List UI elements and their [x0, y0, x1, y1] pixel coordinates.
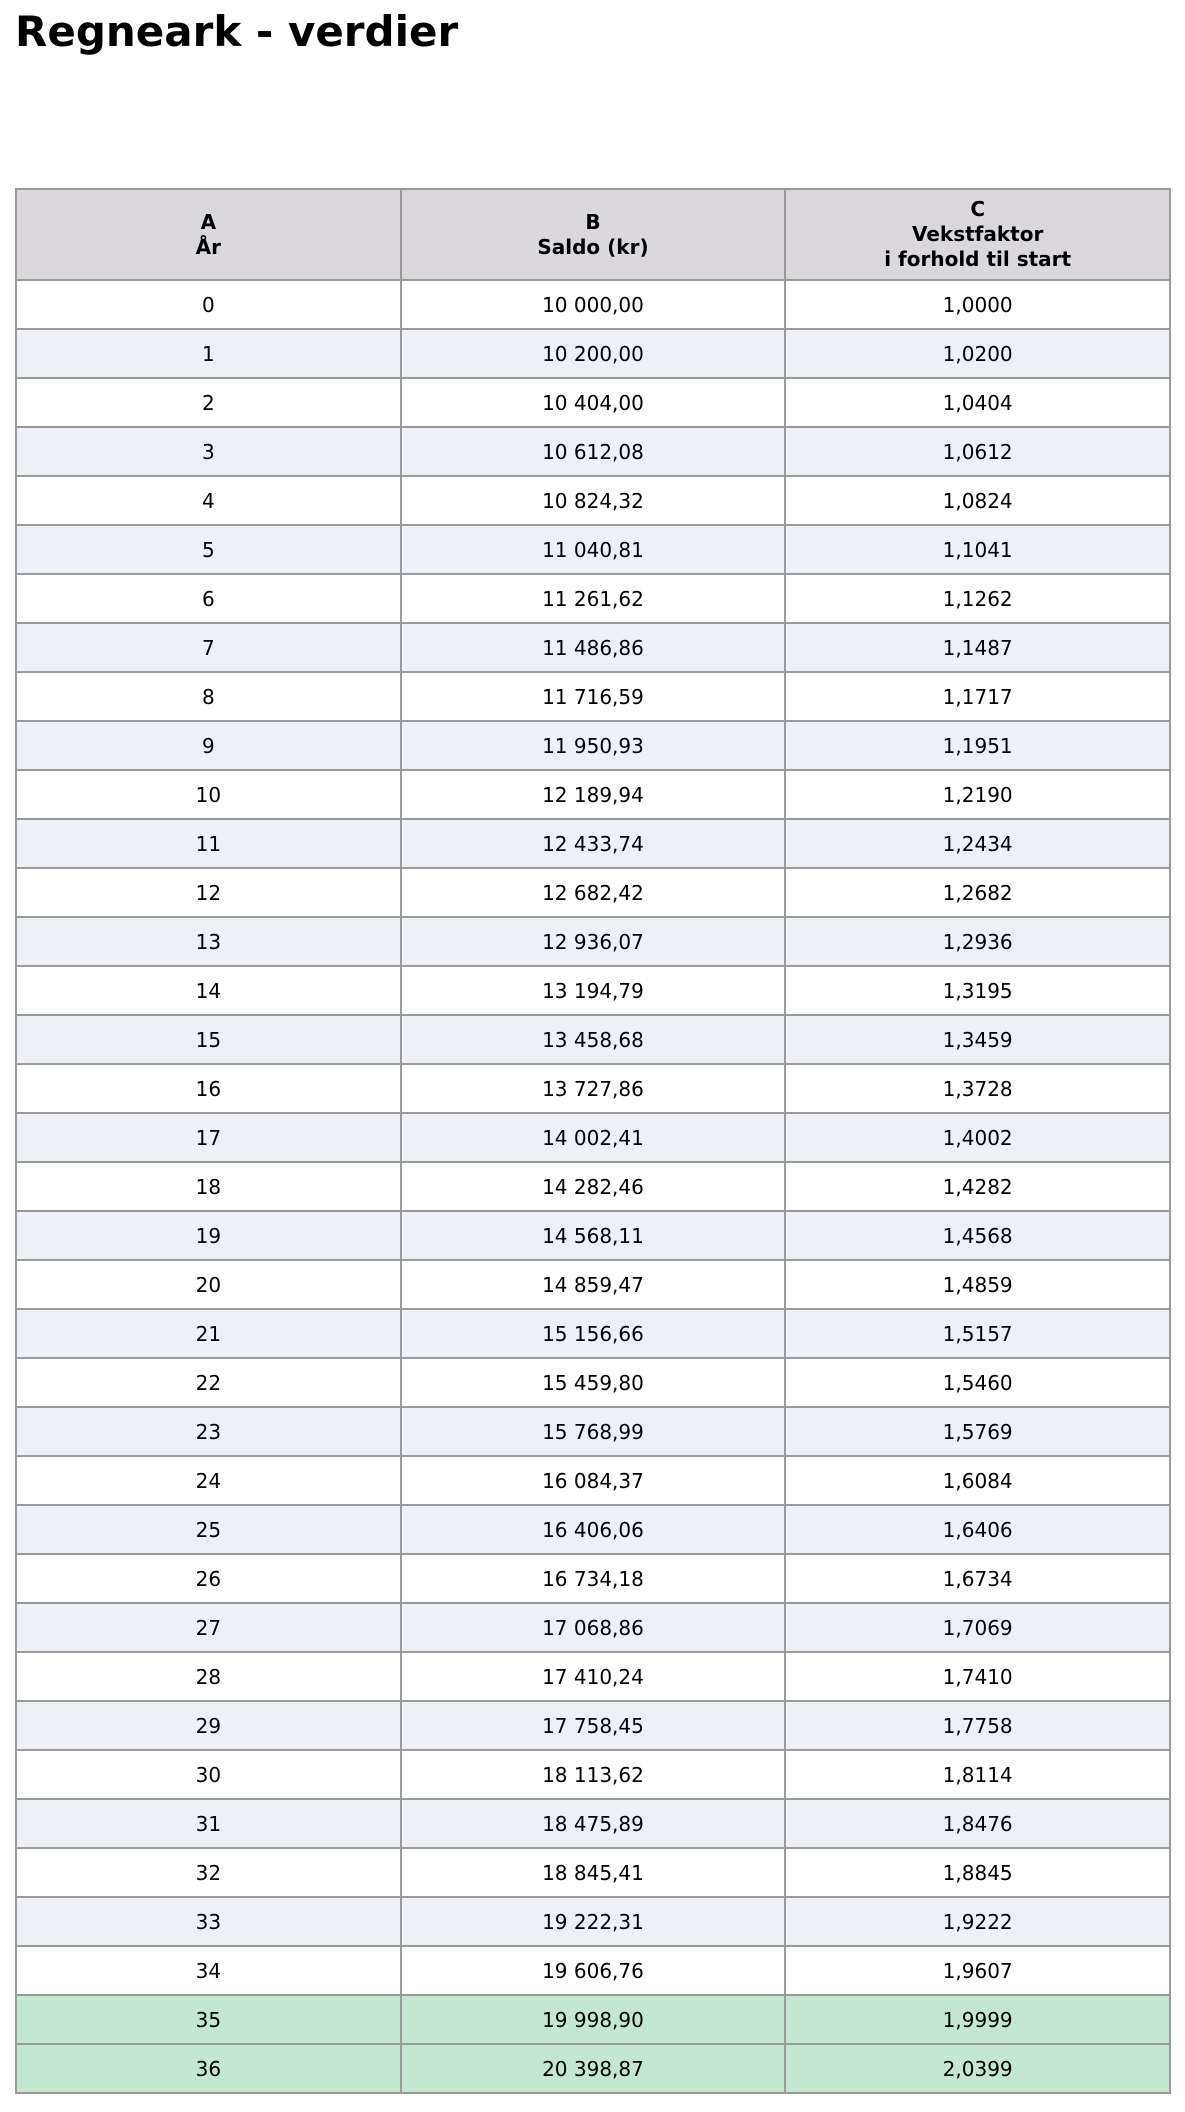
year-cell: 7 [16, 623, 401, 672]
year-cell: 8 [16, 672, 401, 721]
balance-cell: 11 486,86 [401, 623, 786, 672]
year-cell: 2 [16, 378, 401, 427]
year-cell: 28 [16, 1652, 401, 1701]
growth-factor-cell: 1,4568 [785, 1211, 1170, 1260]
growth-factor-cell: 1,1262 [785, 574, 1170, 623]
table-row [16, 1407, 1170, 1456]
balance-cell: 12 189,94 [401, 770, 786, 819]
table-row [16, 476, 1170, 525]
balance-cell: 18 113,62 [401, 1750, 786, 1799]
growth-factor-cell: 1,2682 [785, 868, 1170, 917]
growth-factor-cell: 1,8845 [785, 1848, 1170, 1897]
table-row [16, 427, 1170, 476]
table-row [16, 1113, 1170, 1162]
year-cell: 15 [16, 1015, 401, 1064]
growth-factor-cell: 1,1951 [785, 721, 1170, 770]
growth-factor-cell: 1,7758 [785, 1701, 1170, 1750]
header-row [16, 189, 1170, 280]
year-cell: 22 [16, 1358, 401, 1407]
year-cell: 6 [16, 574, 401, 623]
growth-factor-cell: 1,7410 [785, 1652, 1170, 1701]
table-row [16, 1064, 1170, 1113]
balance-cell: 15 156,66 [401, 1309, 786, 1358]
table-row [16, 623, 1170, 672]
year-cell: 30 [16, 1750, 401, 1799]
column-letter: C [970, 197, 985, 221]
growth-factor-cell: 1,0000 [785, 280, 1170, 329]
balance-cell: 20 398,87 [401, 2044, 786, 2093]
year-cell: 23 [16, 1407, 401, 1456]
table-row [16, 1799, 1170, 1848]
column-header-c [785, 189, 1170, 280]
growth-factor-cell: 1,0200 [785, 329, 1170, 378]
growth-factor-cell: 1,8114 [785, 1750, 1170, 1799]
balance-cell: 17 758,45 [401, 1701, 786, 1750]
table-row [16, 1015, 1170, 1064]
table-row [16, 1946, 1170, 1995]
column-label: Vekstfaktor [911, 222, 1044, 246]
balance-cell: 13 727,86 [401, 1064, 786, 1113]
balance-cell: 15 459,80 [401, 1358, 786, 1407]
balance-cell: 12 682,42 [401, 868, 786, 917]
table-row [16, 966, 1170, 1015]
table-row [16, 819, 1170, 868]
balance-cell: 17 068,86 [401, 1603, 786, 1652]
growth-factor-cell: 1,2936 [785, 917, 1170, 966]
table-row [16, 2044, 1170, 2093]
balance-cell: 14 282,46 [401, 1162, 786, 1211]
column-letter: B [585, 209, 601, 234]
table-row [16, 1358, 1170, 1407]
growth-factor-cell: 1,9222 [785, 1897, 1170, 1946]
growth-factor-cell: 1,5157 [785, 1309, 1170, 1358]
column-header-a [16, 189, 401, 280]
year-cell: 1 [16, 329, 401, 378]
growth-factor-cell: 1,3728 [785, 1064, 1170, 1113]
table-row [16, 280, 1170, 329]
table-row [16, 1505, 1170, 1554]
growth-factor-cell: 1,7069 [785, 1603, 1170, 1652]
growth-factor-cell: 1,0404 [785, 378, 1170, 427]
table-body [16, 280, 1170, 2093]
balance-cell: 10 404,00 [401, 378, 786, 427]
year-cell: 36 [16, 2044, 401, 2093]
growth-factor-cell: 1,5460 [785, 1358, 1170, 1407]
year-cell: 29 [16, 1701, 401, 1750]
table-row [16, 1701, 1170, 1750]
balance-cell: 16 084,37 [401, 1456, 786, 1505]
balance-cell: 11 261,62 [401, 574, 786, 623]
column-label: År [195, 234, 221, 259]
year-cell: 12 [16, 868, 401, 917]
growth-factor-cell: 1,1041 [785, 525, 1170, 574]
growth-factor-cell: 2,0399 [785, 2044, 1170, 2093]
page-title: Regneark - verdier [15, 7, 459, 56]
table-header [16, 189, 1170, 280]
balance-cell: 10 612,08 [401, 427, 786, 476]
balance-cell: 15 768,99 [401, 1407, 786, 1456]
year-cell: 4 [16, 476, 401, 525]
column-label: Saldo (kr) [537, 234, 649, 259]
table-row [16, 1603, 1170, 1652]
year-cell: 35 [16, 1995, 401, 2044]
balance-cell: 12 936,07 [401, 917, 786, 966]
table-row [16, 1554, 1170, 1603]
table-row [16, 378, 1170, 427]
growth-factor-cell: 1,4282 [785, 1162, 1170, 1211]
table-row [16, 1309, 1170, 1358]
balance-cell: 14 859,47 [401, 1260, 786, 1309]
growth-factor-cell: 1,6406 [785, 1505, 1170, 1554]
growth-factor-cell: 1,0612 [785, 427, 1170, 476]
balance-cell: 10 824,32 [401, 476, 786, 525]
growth-factor-cell: 1,4859 [785, 1260, 1170, 1309]
year-cell: 21 [16, 1309, 401, 1358]
table-row [16, 770, 1170, 819]
balance-cell: 10 000,00 [401, 280, 786, 329]
table-row [16, 917, 1170, 966]
growth-factor-cell: 1,2434 [785, 819, 1170, 868]
balance-cell: 11 950,93 [401, 721, 786, 770]
growth-factor-cell: 1,8476 [785, 1799, 1170, 1848]
table-row [16, 1652, 1170, 1701]
table-row [16, 574, 1170, 623]
column-header-b [401, 189, 786, 280]
growth-factor-cell: 1,1717 [785, 672, 1170, 721]
growth-factor-cell: 1,3195 [785, 966, 1170, 1015]
year-cell: 18 [16, 1162, 401, 1211]
growth-factor-cell: 1,6734 [785, 1554, 1170, 1603]
year-cell: 11 [16, 819, 401, 868]
balance-cell: 16 734,18 [401, 1554, 786, 1603]
table-row [16, 1456, 1170, 1505]
growth-factor-cell: 1,4002 [785, 1113, 1170, 1162]
balance-cell: 13 194,79 [401, 966, 786, 1015]
column-letter: A [200, 209, 217, 234]
growth-factor-cell: 1,0824 [785, 476, 1170, 525]
year-cell: 16 [16, 1064, 401, 1113]
year-cell: 0 [16, 280, 401, 329]
balance-cell: 12 433,74 [401, 819, 786, 868]
balance-cell: 19 998,90 [401, 1995, 786, 2044]
balance-cell: 11 716,59 [401, 672, 786, 721]
balance-cell: 13 458,68 [401, 1015, 786, 1064]
balance-cell: 11 040,81 [401, 525, 786, 574]
balance-cell: 10 200,00 [401, 329, 786, 378]
growth-factor-cell: 1,9999 [785, 1995, 1170, 2044]
balance-cell: 14 568,11 [401, 1211, 786, 1260]
growth-factor-cell: 1,5769 [785, 1407, 1170, 1456]
year-cell: 5 [16, 525, 401, 574]
year-cell: 32 [16, 1848, 401, 1897]
year-cell: 25 [16, 1505, 401, 1554]
growth-factor-cell: 1,2190 [785, 770, 1170, 819]
table-row [16, 721, 1170, 770]
year-cell: 9 [16, 721, 401, 770]
balance-cell: 18 475,89 [401, 1799, 786, 1848]
year-cell: 3 [16, 427, 401, 476]
table-row [16, 1897, 1170, 1946]
table-row [16, 329, 1170, 378]
table-row [16, 1995, 1170, 2044]
table-row [16, 1162, 1170, 1211]
table-row [16, 1260, 1170, 1309]
table-row [16, 1848, 1170, 1897]
values-table [15, 188, 1171, 2094]
growth-factor-cell: 1,6084 [785, 1456, 1170, 1505]
table-row [16, 525, 1170, 574]
growth-factor-cell: 1,9607 [785, 1946, 1170, 1995]
year-cell: 20 [16, 1260, 401, 1309]
year-cell: 13 [16, 917, 401, 966]
growth-factor-cell: 1,3459 [785, 1015, 1170, 1064]
year-cell: 14 [16, 966, 401, 1015]
table-row [16, 868, 1170, 917]
balance-cell: 14 002,41 [401, 1113, 786, 1162]
balance-cell: 19 606,76 [401, 1946, 786, 1995]
balance-cell: 18 845,41 [401, 1848, 786, 1897]
table-row [16, 1211, 1170, 1260]
balance-cell: 19 222,31 [401, 1897, 786, 1946]
year-cell: 33 [16, 1897, 401, 1946]
year-cell: 17 [16, 1113, 401, 1162]
year-cell: 24 [16, 1456, 401, 1505]
year-cell: 19 [16, 1211, 401, 1260]
table-row [16, 672, 1170, 721]
year-cell: 34 [16, 1946, 401, 1995]
year-cell: 26 [16, 1554, 401, 1603]
year-cell: 27 [16, 1603, 401, 1652]
table-row [16, 1750, 1170, 1799]
year-cell: 31 [16, 1799, 401, 1848]
balance-cell: 16 406,06 [401, 1505, 786, 1554]
growth-factor-cell: 1,1487 [785, 623, 1170, 672]
balance-cell: 17 410,24 [401, 1652, 786, 1701]
column-label: i forhold til start [884, 247, 1072, 271]
year-cell: 10 [16, 770, 401, 819]
